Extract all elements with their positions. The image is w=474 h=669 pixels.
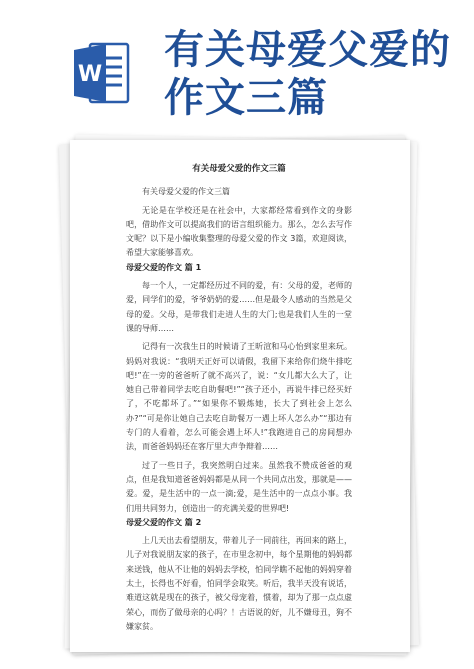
section-2-paragraph-1: 上几天出去看望朋友，带着儿子一同前往，再回来的路上，儿子对我说朋友家的孩子，在市里念初中，每个星期他的妈妈都来送钱，他从不让他的妈妈去学校，怕同学瞧不起他的妈妈穿着太土，长得也不好看，怕同学会取笑。听后，我半天没有说话，难道这就是现在的孩子，被父母宠着，惯着，却为了那一点点虚荣心，而伤了做母亲的心吗？！古语说的好，儿不嫌母丑，狗不嫌家贫。 (126, 536, 352, 631)
word-document-icon (74, 40, 130, 106)
page-title: 有关母爱父爱的作文三篇 (164, 27, 451, 121)
section-heading-2: 母爱父爱的作文 篇 2 (126, 517, 202, 527)
section-1-paragraph-1: 每一个人，一定都经历过不同的爱，有：父母的爱，老师的爱，同学们的爱，爷爷奶奶的爱……但是最令人感动的当然是父母的爱。父母，是带我们走进人生的大门;也是我们人生的一堂课的导师…… (126, 281, 352, 333)
section-1-paragraph-3: 过了一些日子，我突然明白过来。虽然我不赞成爸爸的观点，但是我知道爸爸妈妈都是从同一个共同点出发，那就是——爱。爱，是生活中的一点一滴;爱，是生活中的一点点小事。我们用共同努力，创造出一的充满关爱的世界吧! (126, 460, 352, 513)
document-body (126, 162, 352, 634)
document-subtitle: 有关母爱父爱的作文三篇 (142, 187, 230, 197)
document-page (70, 140, 410, 652)
intro-paragraph: 无论是在学校还是在社会中，大家都经常看到作文的身影吧，借助作文可以提高我们的语言组织能力。那么，怎么去写作文呢？以下是小编收集整理的母爱父爱的作文 3篇，欢迎阅读，希望大家能够喜欢。 (126, 205, 352, 258)
document-title: 有关母爱父爱的作文三篇 (192, 164, 286, 174)
header-banner (0, 0, 474, 150)
section-1-paragraph-2: 记得有一次我生日的时候请了王昕渲和马心怡到家里来玩。妈妈对我说：“我明天正好可以请假，我留下来给你们烧牛排吃吧!”在一旁的爸爸听了就不高兴了，说：“女儿都大么大了，让她自己带着同学去吃自助餐吧!”“孩子还小，再说牛排已经买好了，不吃都坏了。”“如果你不锻炼她，长大了到社会上怎么办?”“可是你让她自己去吃自助餐万一遇上坏人怎么办”“那边有专门的人看着，怎么可能会遇上坏人!”我跑进自己的房间想办法，而爸爸妈妈还在客厅里大声争辩着…… (126, 342, 352, 452)
section-heading-1: 母爱父爱的作文 篇 1 (126, 262, 202, 272)
logo-letter: W (77, 62, 103, 87)
